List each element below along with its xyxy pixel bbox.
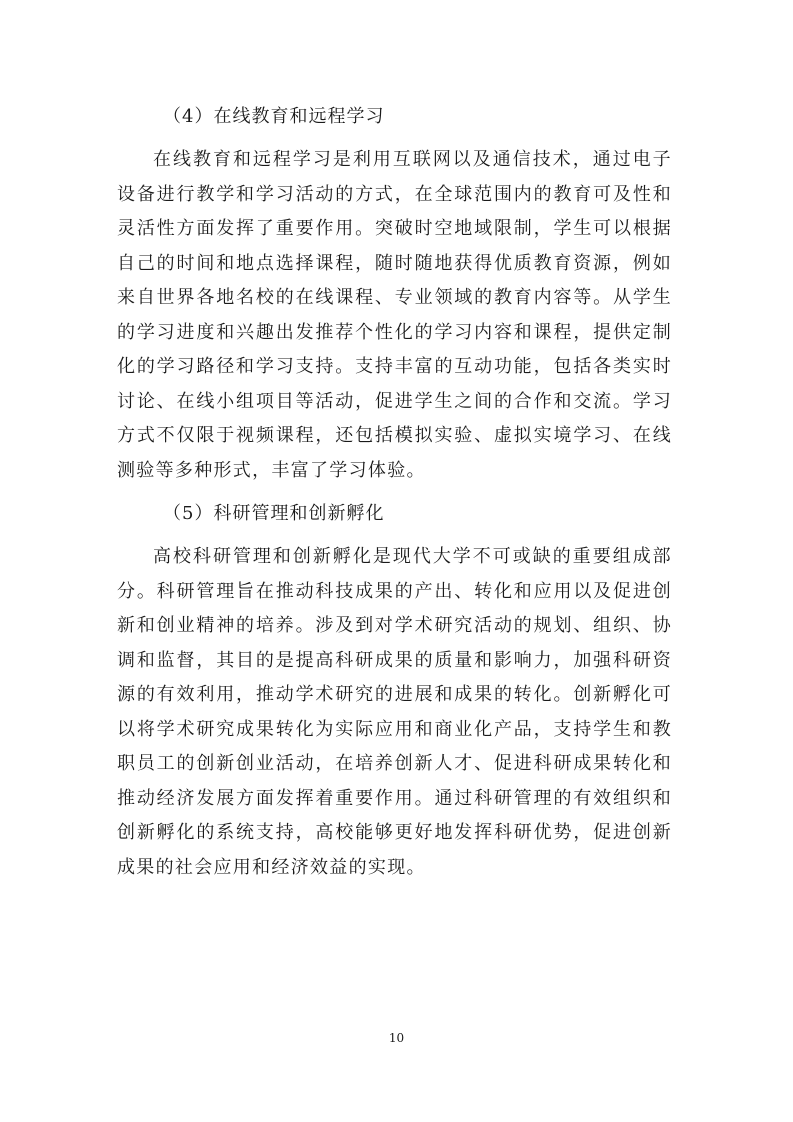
section-body-online-education: 在线教育和远程学习是利用互联网以及通信技术，通过电子设备进行教学和学习活动的方式，在全球范围内的教育可及性和灵活性方面发挥了重要作用。突破时空地域限制，学生可以根据自己的时间和地点选择课程，随时随地获得优质教育资源，例如来自世界各地名校的在线课程、专业领域的教育内容等。从学生的学习进度和兴趣出发推荐个性化的学习内容和课程，提供定制化的学习路径和学习支持。支持丰富的互动功能，包括各类实时讨论、在线小组项目等活动，促进学生之间的合作和交流。学习方式不仅限于视频课程，还包括模拟实验、虚拟实境学习、在线测验等多种形式，丰富了学习体验。: [117, 149, 672, 481]
section-heading-research-management: （5）科研管理和创新孵化: [163, 503, 385, 524]
section-body-research-management: 高校科研管理和创新孵化是现代大学不可或缺的重要组成部分。科研管理旨在推动科技成果的产出、转化和应用以及促进创新和创业精神的培养。涉及到对学术研究活动的规划、组织、协调和监督，其目的是提高科研成果的质量和影响力，加强科研资源的有效利用，推动学术研究的进展和成果的转化。创新孵化可以将学术研究成果转化为实际应用和商业化产品，支持学生和教职员工的创新创业活动，在培养创新人才、促进科研成果转化和推动经济发展方面发挥着重要作用。通过科研管理的有效组织和创新孵化的系统支持，高校能够更好地发挥科研优势，促进创新成果的社会应用和经济效益的实现。: [117, 546, 672, 878]
section-heading-online-education: （4）在线教育和远程学习: [163, 106, 385, 127]
page-content: [117, 101, 672, 895]
page-number: 10: [388, 1031, 405, 1045]
